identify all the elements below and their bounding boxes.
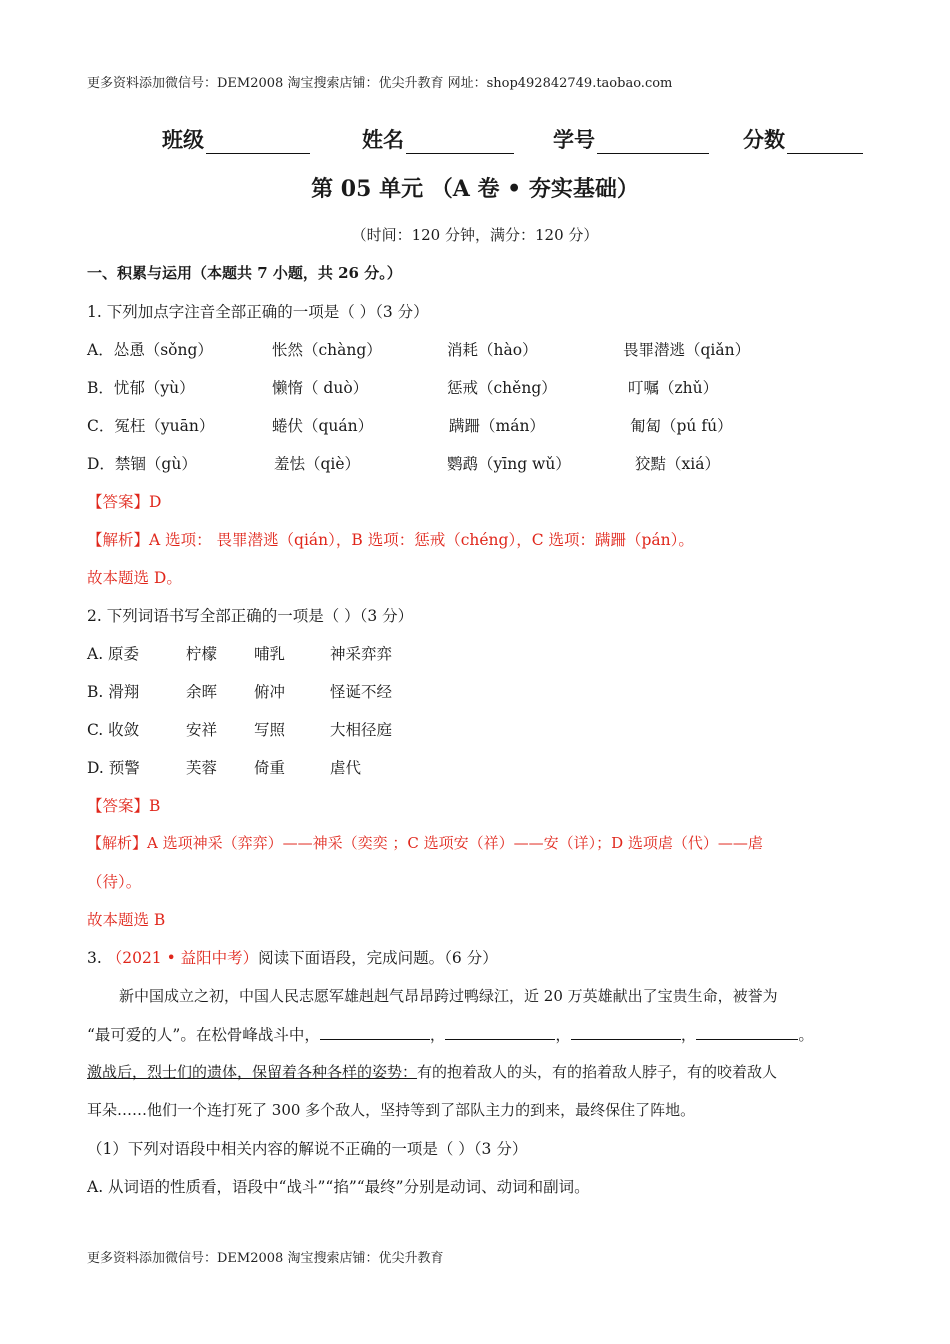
q1-option-a-2: 怅然（chàng） bbox=[272, 341, 382, 359]
q1-option-b-1: B．忧郁（yù） bbox=[87, 379, 195, 397]
q2-option-d-3: 倚重 bbox=[254, 759, 286, 777]
q1-option-d-2: 羞怯（qiè） bbox=[274, 455, 361, 473]
q1-option-d-3: 鹦鹉（yīng wǔ） bbox=[447, 455, 571, 473]
q2-option-b-1: B. 滑翔 bbox=[87, 683, 140, 701]
q2-option-d-4: 虐代 bbox=[330, 759, 362, 777]
separator-2: ， bbox=[555, 1026, 571, 1044]
name-blank bbox=[406, 131, 514, 154]
q1-option-a-3: 消耗（hào） bbox=[447, 341, 538, 359]
fill-blank-4[interactable] bbox=[696, 1023, 798, 1040]
q3-passage-line-2 bbox=[87, 1023, 814, 1045]
page-footer: 更多资料添加微信号：DEM2008 淘宝搜索店铺：优尖升教育 bbox=[87, 1251, 444, 1266]
score-blank bbox=[787, 131, 863, 154]
q3-passage-line-4: 耳朵……他们一个连打死了 300 多个敌人，坚持等到了部队主力的到来，最终保住了阵地。 bbox=[87, 1101, 696, 1119]
class-label: 班级 bbox=[162, 127, 204, 152]
q1-answer: 【答案】D bbox=[87, 493, 162, 511]
q3-passage-line-3 bbox=[87, 1061, 777, 1082]
q2-option-d-1: D. 预警 bbox=[87, 759, 140, 777]
q2-answer: 【答案】B bbox=[87, 797, 161, 815]
q2-analysis-line-1: 【解析】A 选项神采（弈弈）——神采（奕奕 ；C 选项安（祥）——安（详）；D 选项虐（代）——虐 bbox=[87, 834, 763, 852]
student-id-label: 学号 bbox=[553, 127, 595, 152]
q1-option-c-3: 蹒跚（mán） bbox=[449, 417, 545, 435]
q3-subquestion-1: （1）下列对语段中相关内容的解说不正确的一项是（ ）（3 分） bbox=[87, 1140, 528, 1158]
fill-blank-2[interactable] bbox=[445, 1023, 555, 1040]
q1-option-d-1: D．禁锢（gù） bbox=[87, 455, 197, 473]
student-id-field bbox=[553, 124, 709, 154]
q1-option-b-2: 懒惰（ duò） bbox=[272, 379, 369, 397]
q3-stem-text: 阅读下面语段，完成问题。（6 分） bbox=[258, 949, 498, 967]
end-mark: 。 bbox=[798, 1026, 814, 1044]
score-label: 分数 bbox=[743, 127, 785, 152]
page-header: 更多资料添加微信号：DEM2008 淘宝搜索店铺：优尖升教育 网址：shop492842749.taobao.com bbox=[87, 76, 673, 91]
q2-option-b-4: 怪诞不经 bbox=[330, 683, 393, 701]
q1-option-c-1: C．冤枉（yuān） bbox=[87, 417, 215, 435]
q2-option-d-2: 芙蓉 bbox=[186, 759, 218, 777]
q3-passage-line-3-rest: 有的抱着敌人的头，有的掐着敌人脖子，有的咬着敌人 bbox=[417, 1063, 778, 1081]
q2-conclusion: 故本题选 B bbox=[87, 911, 166, 929]
q1-option-a-1: A．怂恿（sǒng） bbox=[87, 341, 213, 359]
name-field bbox=[362, 124, 514, 154]
q3-passage-line-1: 新中国成立之初，中国人民志愿军雄赳赳气昂昂跨过鸭绿江，近 20 万英雄献出了宝贵生命，被誉为 bbox=[119, 987, 778, 1005]
section-heading: 一、积累与运用（本题共 7 小题，共 26 分。） bbox=[87, 264, 402, 282]
question-2-stem: 2. 下列词语书写全部正确的一项是（ ）（3 分） bbox=[87, 607, 414, 625]
q2-option-a-3: 哺乳 bbox=[254, 645, 286, 663]
fill-blank-3[interactable] bbox=[571, 1023, 681, 1040]
q1-option-d-4: 狡黠（xiá） bbox=[635, 455, 720, 473]
page-title: 第 05 单元 （A 卷 • 夯实基础） bbox=[311, 176, 639, 202]
q1-conclusion: 故本题选 D。 bbox=[87, 569, 182, 587]
q1-option-b-3: 惩戒（chěng） bbox=[447, 379, 557, 397]
q3-source: （2021 • 益阳中考） bbox=[106, 949, 259, 967]
student-id-blank bbox=[597, 131, 709, 154]
q2-analysis-line-2: （待）。 bbox=[87, 873, 142, 891]
q2-option-a-1: A. 原委 bbox=[87, 645, 140, 663]
q1-analysis: 【解析】A 选项： 畏罪潜逃（qián），B 选项：惩戒（chéng），C 选项：蹒跚（pán）。 bbox=[87, 531, 694, 549]
q1-option-b-4: 叮嘱（zhǔ） bbox=[628, 379, 719, 397]
q2-option-c-1: C. 收敛 bbox=[87, 721, 140, 739]
class-field bbox=[162, 124, 310, 154]
q2-option-c-2: 安祥 bbox=[186, 721, 218, 739]
q2-option-c-4: 大相径庭 bbox=[330, 721, 393, 739]
separator-1: ， bbox=[429, 1026, 446, 1044]
q2-option-a-2: 柠檬 bbox=[186, 645, 218, 663]
q3-number: 3. bbox=[87, 949, 107, 967]
q1-option-a-4: 畏罪潜逃（qiǎn） bbox=[623, 341, 751, 359]
q3-passage-line-2-text: “最可爱的人”。在松骨峰战斗中， bbox=[87, 1026, 320, 1044]
score-field bbox=[743, 124, 863, 154]
page-subtitle: （时间：120 分钟，满分：120 分） bbox=[351, 226, 599, 244]
question-3-stem bbox=[87, 946, 498, 968]
fill-blank-1[interactable] bbox=[320, 1023, 430, 1040]
q2-option-a-4: 神采弈弈 bbox=[330, 645, 393, 663]
q2-option-b-2: 余晖 bbox=[186, 683, 218, 701]
q3-sub1-option-a: A. 从词语的性质看，语段中“战斗”“掐”“最终”分别是动词、动词和副词。 bbox=[87, 1178, 590, 1196]
q2-option-b-3: 俯冲 bbox=[254, 683, 286, 701]
q2-option-c-3: 写照 bbox=[254, 721, 286, 739]
q1-option-c-2: 蜷伏（quán） bbox=[272, 417, 374, 435]
separator-3: ， bbox=[680, 1026, 697, 1044]
underlined-sentence: 激战后，烈士们的遗体，保留着各种各样的姿势： bbox=[87, 1063, 418, 1081]
class-blank bbox=[206, 131, 310, 154]
question-1-stem: 1. 下列加点字注音全部正确的一项是（ ）（3 分） bbox=[87, 303, 429, 321]
q1-option-c-4: 匍匐（pú fú） bbox=[630, 417, 733, 435]
name-label: 姓名 bbox=[362, 127, 404, 152]
